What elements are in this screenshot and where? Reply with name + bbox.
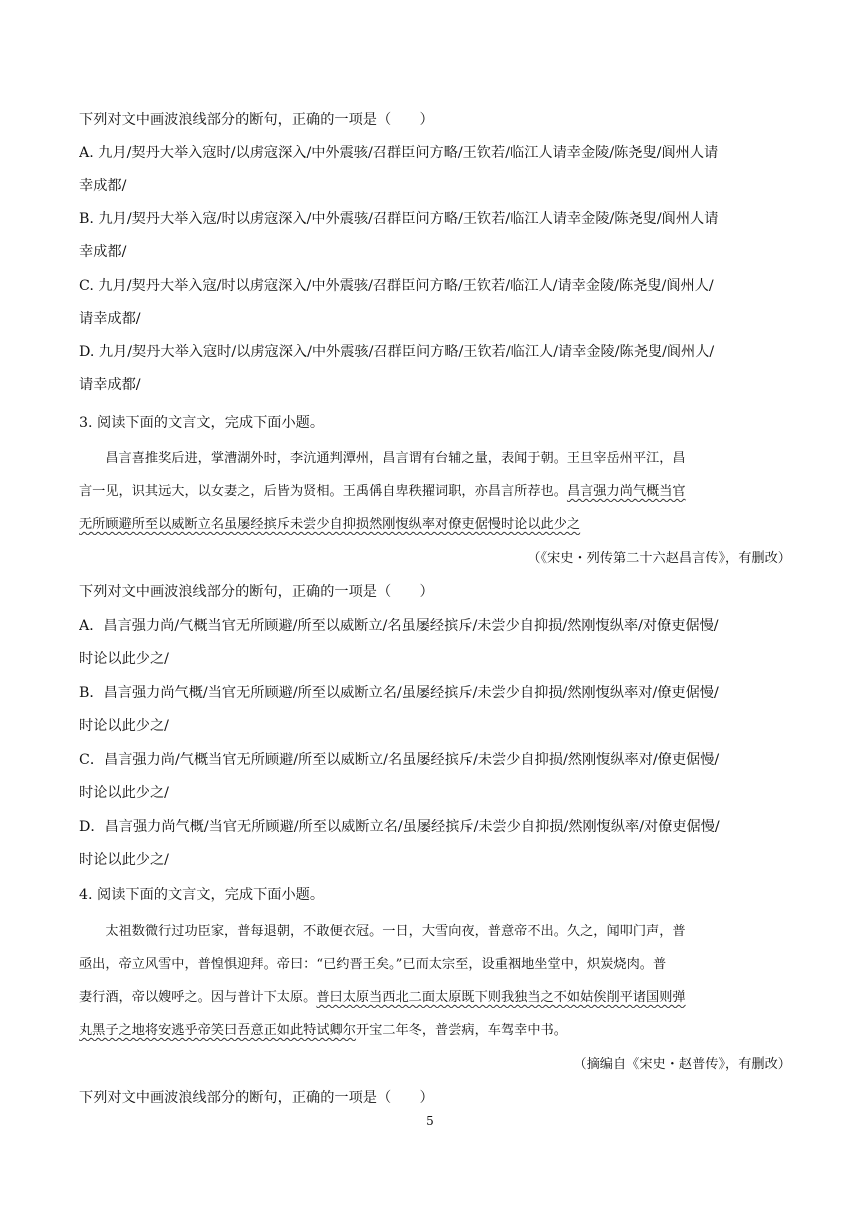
q3-option-d-line2: 时论以此少之/ <box>79 852 169 868</box>
q3-option-a-line1: A．昌言强力尚/气概当官无所顾避/所至以威断立/名虽屡经摈斥/未尝少自抑损/然刚愎纵率/对僚吏倨慢/ <box>79 618 719 634</box>
q4-passage-plain: 妻行酒，帝以嫂呼之。因与普计下太原。 <box>79 990 317 1005</box>
q4-heading: 4. 阅读下面的文言文，完成下面小题。 <box>79 887 325 903</box>
q3-heading: 3. 阅读下面的文言文，完成下面小题。 <box>79 415 325 431</box>
q3-passage-plain: 言一见，识其远大，以女妻之，后皆为贤相。王禹偁自卑秩擢词职，亦昌言所荐也。 <box>79 484 567 499</box>
q4-wavy-segment-1: 普曰太原当西北二面太原既下则我独当之不如姑俟削平诸国则弹 <box>316 990 686 1005</box>
q2-option-a-line1: A. 九月/契丹大举入寇时/以虏寇深入/中外震骇/召群臣问方略/王钦若/临江人请幸金陵/陈尧叟/阆州人请 <box>79 145 719 161</box>
q3-option-d-line1: D．昌言强力尚气概/当官无所顾避/所至以威断立名/虽屡经摈斥/未尝少自抑损/然刚愎纵率/对僚吏倨慢/ <box>79 819 720 835</box>
q2-option-d-line2: 请幸成都/ <box>79 377 141 393</box>
q3-passage-line2 <box>79 482 791 502</box>
q3-passage-line3 <box>79 515 791 535</box>
q3-passage-line1: 昌言喜推奖后进，掌漕湖外时，李沆通判潭州，昌言谓有台辅之量，表闻于朝。王旦宰岳州平江，昌 <box>79 451 686 466</box>
q3-wavy-segment-2: 无所顾避所至以威断立名虽屡经摈斥未尝少自抑损然刚愎纵率对僚吏倨慢时论以此少之 <box>79 517 581 532</box>
q2-option-c-line2: 请幸成都/ <box>79 311 141 327</box>
page-number: 5 <box>426 1114 434 1128</box>
q3-source: （《宋史・列传第二十六赵昌言传》，有删改） <box>527 551 791 566</box>
q4-passage-line3 <box>79 988 791 1008</box>
q3-option-a-line2: 时论以此少之/ <box>79 651 169 667</box>
q4-passage-tail: 开宝二年冬，普尝病，车驾幸中书。 <box>355 1023 567 1038</box>
q4-source: （摘编自《宋史・赵普传》，有删改） <box>573 1057 791 1072</box>
q4-passage-line1: 太祖数微行过功臣家，普每退朝，不敢便衣冠。一日，大雪向夜，普意帝不出。久之，闻叩门声，普 <box>79 924 686 939</box>
q2-option-b-line1: B. 九月/契丹大举入寇/时以虏寇深入/中外震骇/召群臣问方略/王钦若/临江人请幸金陵/陈尧叟/阆州人请 <box>79 211 719 227</box>
q3-option-c-line1: C．昌言强力尚/气概当官无所顾避/所至以威断立/名虽屡经摈斥/未尝少自抑损/然刚愎纵率对/僚吏倨慢/ <box>79 752 720 768</box>
q4-passage-line2: 亟出，帝立风雪中，普惶惧迎拜。帝曰：“已约晋王矣。”已而太宗至，设重裀地坐堂中，炽炭烧肉。普 <box>79 957 667 972</box>
q3-prompt: 下列对文中画波浪线部分的断句，正确的一项是（ ） <box>79 584 434 600</box>
q2-option-b-line2: 幸成都/ <box>79 244 127 260</box>
q2-option-d-line1: D. 九月/契丹大举入寇时/以虏寇深入/中外震骇/召群臣问方略/王钦若/临江人/请幸金陵/陈尧叟/阆州人/ <box>79 344 715 360</box>
q3-wavy-segment-1: 昌言强力尚气概当官 <box>566 484 686 499</box>
q2-option-a-line2: 幸成都/ <box>79 178 127 194</box>
q3-option-b-line1: B．昌言强力尚气概/当官无所顾避/所至以威断立名/虽屡经摈斥/未尝少自抑损/然刚愎纵率对/僚吏倨慢/ <box>79 685 719 701</box>
q2-prompt: 下列对文中画波浪线部分的断句，正确的一项是（ ） <box>79 112 434 128</box>
q4-passage-line4 <box>79 1021 791 1041</box>
q3-option-c-line2: 时论以此少之/ <box>79 785 169 801</box>
q4-prompt: 下列对文中画波浪线部分的断句，正确的一项是（ ） <box>79 1090 434 1106</box>
q4-wavy-segment-2: 丸黑子之地将安逃乎帝笑曰吾意正如此特试卿尔 <box>79 1023 356 1038</box>
q3-option-b-line2: 时论以此少之/ <box>79 718 169 734</box>
q2-option-c-line1: C. 九月/契丹大举入寇/时以虏寇深入/中外震骇/召群臣问方略/王钦若/临江人/请幸金陵/陈尧叟/阆州人/ <box>79 278 714 294</box>
